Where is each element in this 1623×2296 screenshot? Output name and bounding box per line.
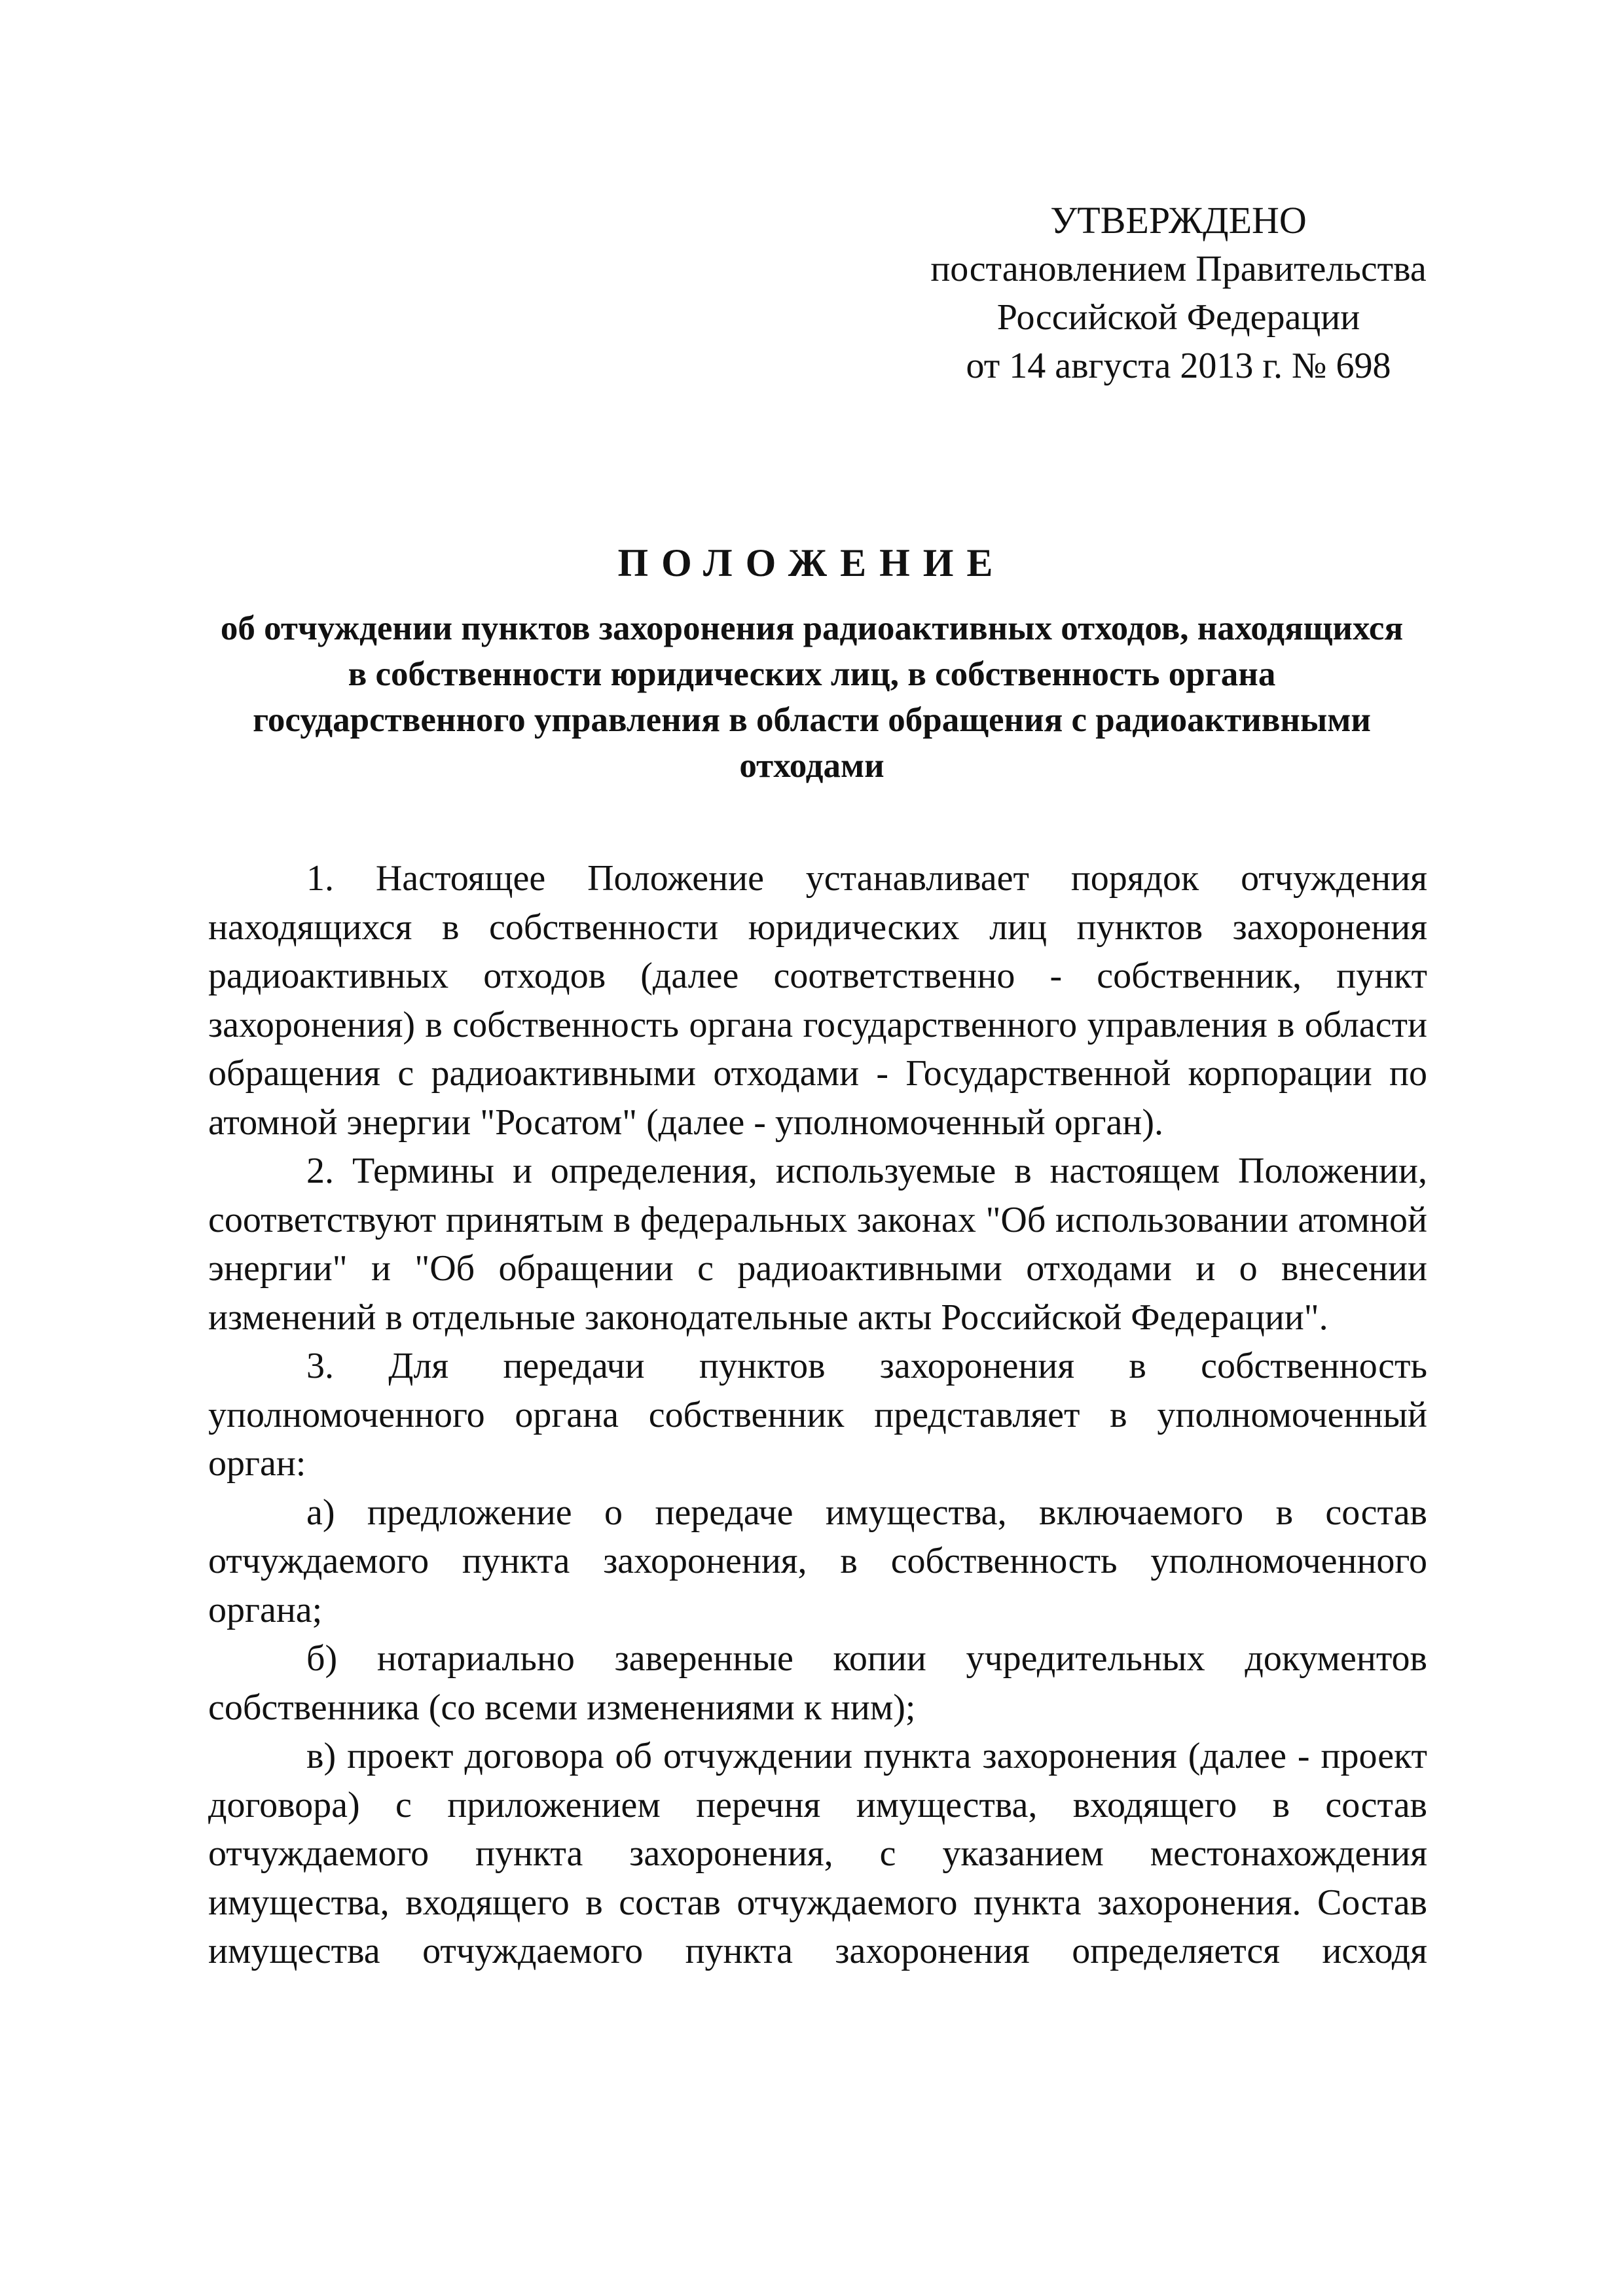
approval-line-date-number: от 14 августа 2013 г. № 698 xyxy=(966,346,1391,386)
paragraph-3: 3. Для передачи пунктов захоронения в собственность уполномоченного органа собственник представляет в уполномоченный орган: xyxy=(208,1346,1427,1484)
approval-line-country: Российской Федерации xyxy=(996,297,1360,338)
paragraph-1: 1. Настоящее Положение устанавливает порядок отчуждения находящихся в собственности юридических лиц пунктов захоронения радиоактивных отходов (далее соответственно - собственник, пункт захоронения) в собственность органа государственного управления в области обращения с радиоактивными отходами - Государственной корпорации по атомной энергии "Росатом" (далее - уполномоченный орган). xyxy=(208,858,1427,1143)
document-title: ПОЛОЖЕНИЕ xyxy=(617,541,1006,584)
paragraph-3v: в) проект договора об отчуждении пункта захоронения (далее - проект договора) с приложением перечня имущества, входящего в состав отчуждаемого пункта захоронения, с указанием местонахождения имущества, входящего в состав отчуждаемого пункта захоронения. Состав имущества отчуждаемого пункта захоронения определяется исходя xyxy=(208,1736,1427,1971)
paragraph-3b: б) нотариально заверенные копии учредительных документов собственника (со всеми изменениями к ним); xyxy=(208,1638,1427,1728)
approval-heading: УТВЕРЖДЕНО xyxy=(1050,199,1307,242)
paragraph-2: 2. Термины и определения, используемые в настоящем Положении, соответствуют принятым в федеральных законах "Об использовании атомной энергии" и "Об обращении с радиоактивными отходами и о внесении изменений в отдельные законодательные акты Российской Федерации". xyxy=(208,1151,1427,1338)
approval-line-resolution: постановлением Правительства xyxy=(930,249,1427,289)
document-body xyxy=(208,854,1427,1976)
approval-block xyxy=(903,196,1453,390)
document-subtitle: об отчуждении пунктов захоронения радиоактивных отходов, находящихся в собственности юридических лиц, в собственность органа государственного управления в области обращения с радиоактивными отходами xyxy=(220,609,1404,785)
paragraph-3a: а) предложение о передаче имущества, включаемого в состав отчуждаемого пункта захоронения, в собственность уполномоченного органа; xyxy=(208,1492,1427,1630)
